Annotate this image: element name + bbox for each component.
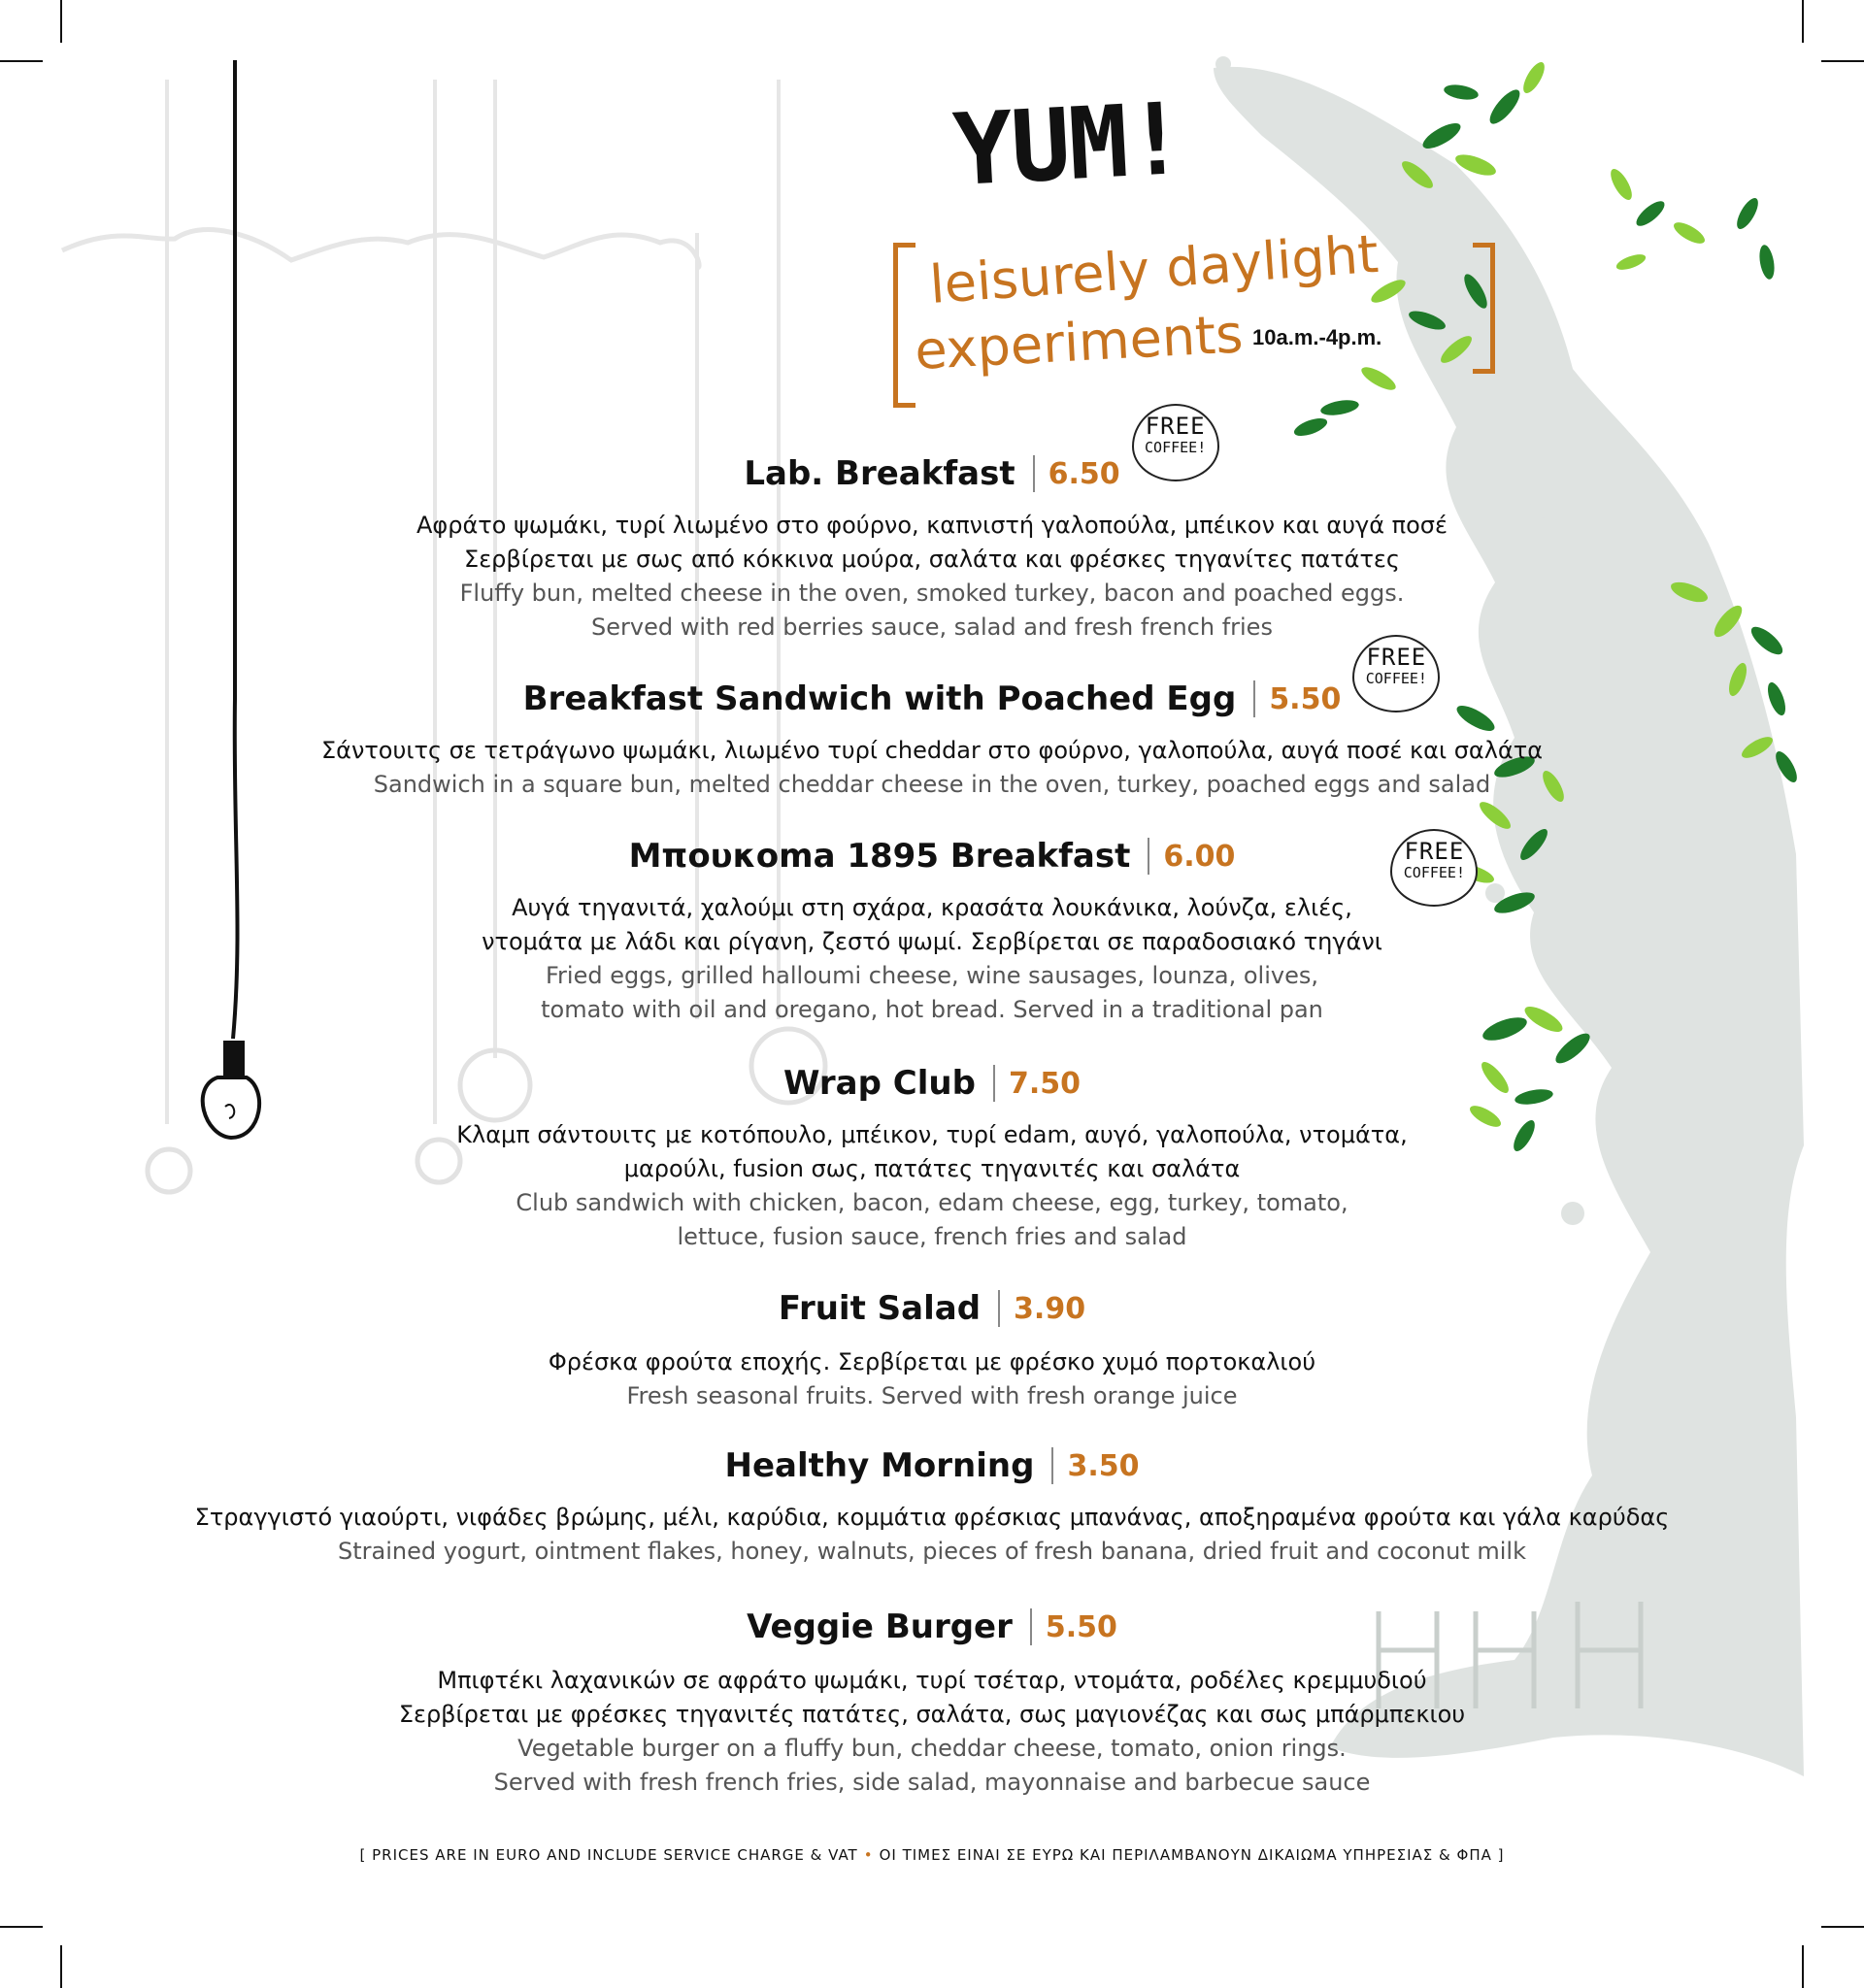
menu-item-price: 6.50: [1048, 456, 1120, 491]
menu-item: [0, 1289, 1864, 1413]
menu-item-description-greek: Αφράτο ψωμάκι, τυρί λιωμένο στο φούρνο, καπνιστή γαλοπούλα, μπέικον και αυγά ποσέ Σερβίρεται με σως από κόκκινα μούρα, σαλάτα και φρέσκες τηγανίτες πατάτες: [416, 512, 1448, 573]
menu-item-description-greek: Σάντουιτς σε τετράγωνο ψωμάκι, λιωμένο τυρί cheddar στο φούρνο, γαλοπούλα, αυγά ποσέ και σαλάτα: [320, 737, 1544, 764]
menu-item-description-greek: Κλαμπ σάντουιτς με κοτόπουλο, μπέικον, τυρί edam, αυγό, γαλοπούλα, ντομάτα, μαρούλι, fusion σως, πατάτες τηγανιτές και σαλάτα: [456, 1121, 1408, 1182]
divider: [1030, 1608, 1032, 1645]
menu-item-header: [522, 644, 1427, 718]
menu-item-header: [783, 1064, 1081, 1103]
menu-item-description-greek: Στραγγιστό γιαούρτι, νιφάδες βρώμης, μέλι, καρύδια, κομμάτια φρέσκιας μπανάνας, αποξηραμένα φρούτα και γάλα καρύδας: [194, 1504, 1670, 1531]
menu-item-description-english: Fried eggs, grilled halloumi cheese, wine sausages, lounza, olives, tomato with oil and oregano, hot bread. Served in a traditional pan: [541, 962, 1323, 1023]
menu-item-description-greek: Μπιφτέκι λαχανικών σε αφράτο ψωμάκι, τυρί τσέταρ, ντομάτα, ροδέλες κρεμμυδιού Σερβίρεται με φρέσκες τηγανιτές πατάτες, σαλάτα, σως μαγιονέζας και σως μπάρμπεκιου: [398, 1667, 1466, 1728]
menu-item-name: Wrap Club: [783, 1064, 976, 1103]
menu-item-name: Healthy Morning: [724, 1446, 1035, 1485]
menu-item: [0, 1446, 1864, 1569]
menu-item: [0, 644, 1864, 802]
menu-item-description-english: Sandwich in a square bun, melted cheddar cheese in the oven, turkey, poached eggs and salad: [373, 771, 1491, 798]
divider: [1253, 680, 1255, 717]
price-disclaimer: [0, 1846, 1864, 1864]
menu-item-name: Fruit Salad: [778, 1289, 982, 1328]
menu-item-price: 5.50: [1045, 1609, 1117, 1644]
opening-hours: 10a.m.-4p.m.: [1252, 325, 1382, 349]
menu-item-header: [725, 1446, 1140, 1485]
subtitle-line1: leisurely daylight: [927, 222, 1381, 315]
divider: [1033, 455, 1035, 492]
menu-item-description-english: Fresh seasonal fruits. Served with fresh orange juice: [626, 1382, 1238, 1409]
divider: [993, 1065, 995, 1102]
bracket-right: [1473, 243, 1495, 374]
separator-dot: •: [863, 1846, 874, 1864]
disclaimer-english: [ PRICES ARE IN EURO AND INCLUDE SERVICE CHARGE & VAT: [359, 1846, 858, 1864]
menu-item-description-english: Fluffy bun, melted cheese in the oven, smoked turkey, bacon and poached eggs. Served with red berries sauce, salad and fresh french fries: [459, 580, 1405, 641]
divider: [1148, 838, 1149, 875]
menu-item-header: [779, 1289, 1085, 1328]
menu-item-price: 5.50: [1269, 681, 1342, 716]
menu-item: [0, 837, 1864, 1027]
menu-item-name: Μπουκoma 1895 Breakfast: [628, 837, 1131, 876]
menu-item-description-english: Vegetable burger on a fluffy bun, cheddar cheese, tomato, onion rings. Served with fresh french fries, side salad, mayonnaise and barbecue sauce: [493, 1735, 1371, 1796]
disclaimer-greek: ΟΙ ΤΙΜΕΣ ΕΙΝΑΙ ΣΕ ΕΥΡΩ ΚΑΙ ΠΕΡΙΛΑΜΒΑΝΟΥΝ ΔΙΚΑΙΩΜΑ ΥΠΗΡΕΣΙΑΣ & ΦΠΑ ]: [879, 1846, 1505, 1864]
free-coffee-badge: FREE COFFEE!: [1132, 404, 1219, 481]
menu-item-header: [628, 837, 1465, 881]
menu-item-price: 3.90: [1014, 1291, 1086, 1326]
menu-subtitle: [893, 222, 1495, 408]
free-coffee-badge: FREE COFFEE!: [1352, 635, 1440, 712]
menu-item-price: 7.50: [1008, 1066, 1081, 1101]
free-coffee-badge: FREE COFFEE!: [1390, 829, 1478, 907]
menu-item: [0, 1607, 1864, 1800]
menu-item-header: [744, 413, 1207, 493]
menu-item-header: [747, 1607, 1117, 1646]
menu-item: [0, 413, 1864, 645]
bracket-left: [893, 243, 915, 408]
menu-item-description-english: Club sandwich with chicken, bacon, edam cheese, egg, turkey, tomato, lettuce, fusion sauce, french fries and salad: [516, 1189, 1348, 1250]
subtitle-line2: experiments: [913, 303, 1245, 381]
menu-item-description-english: Strained yogurt, ointment flakes, honey, walnuts, pieces of fresh banana, dried fruit and coconut milk: [338, 1538, 1526, 1565]
menu-item-name: Breakfast Sandwich with Poached Egg: [522, 679, 1237, 718]
menu-item-price: 6.00: [1163, 839, 1236, 874]
menu-item-description-greek: Φρέσκα φρούτα εποχής. Σερβίρεται με φρέσκο χυμό πορτοκαλιού: [548, 1348, 1316, 1375]
menu-item-price: 3.50: [1067, 1448, 1140, 1483]
menu-item-name: Lab. Breakfast: [744, 454, 1015, 493]
divider: [998, 1290, 1000, 1327]
menu-item: [0, 1064, 1864, 1254]
menu-item-description-greek: Αυγά τηγανιτά, χαλούμι στη σχάρα, κρασάτα λουκάνικα, λούνζα, ελιές, ντομάτα με λάδι και ρίγανη, ζεστό ψωμί. Σερβίρεται σε παραδοσιακό τηγάνι: [482, 894, 1382, 955]
menu-title: YUM!: [950, 81, 1187, 210]
menu-item-name: Veggie Burger: [747, 1607, 1013, 1646]
divider: [1051, 1447, 1053, 1484]
